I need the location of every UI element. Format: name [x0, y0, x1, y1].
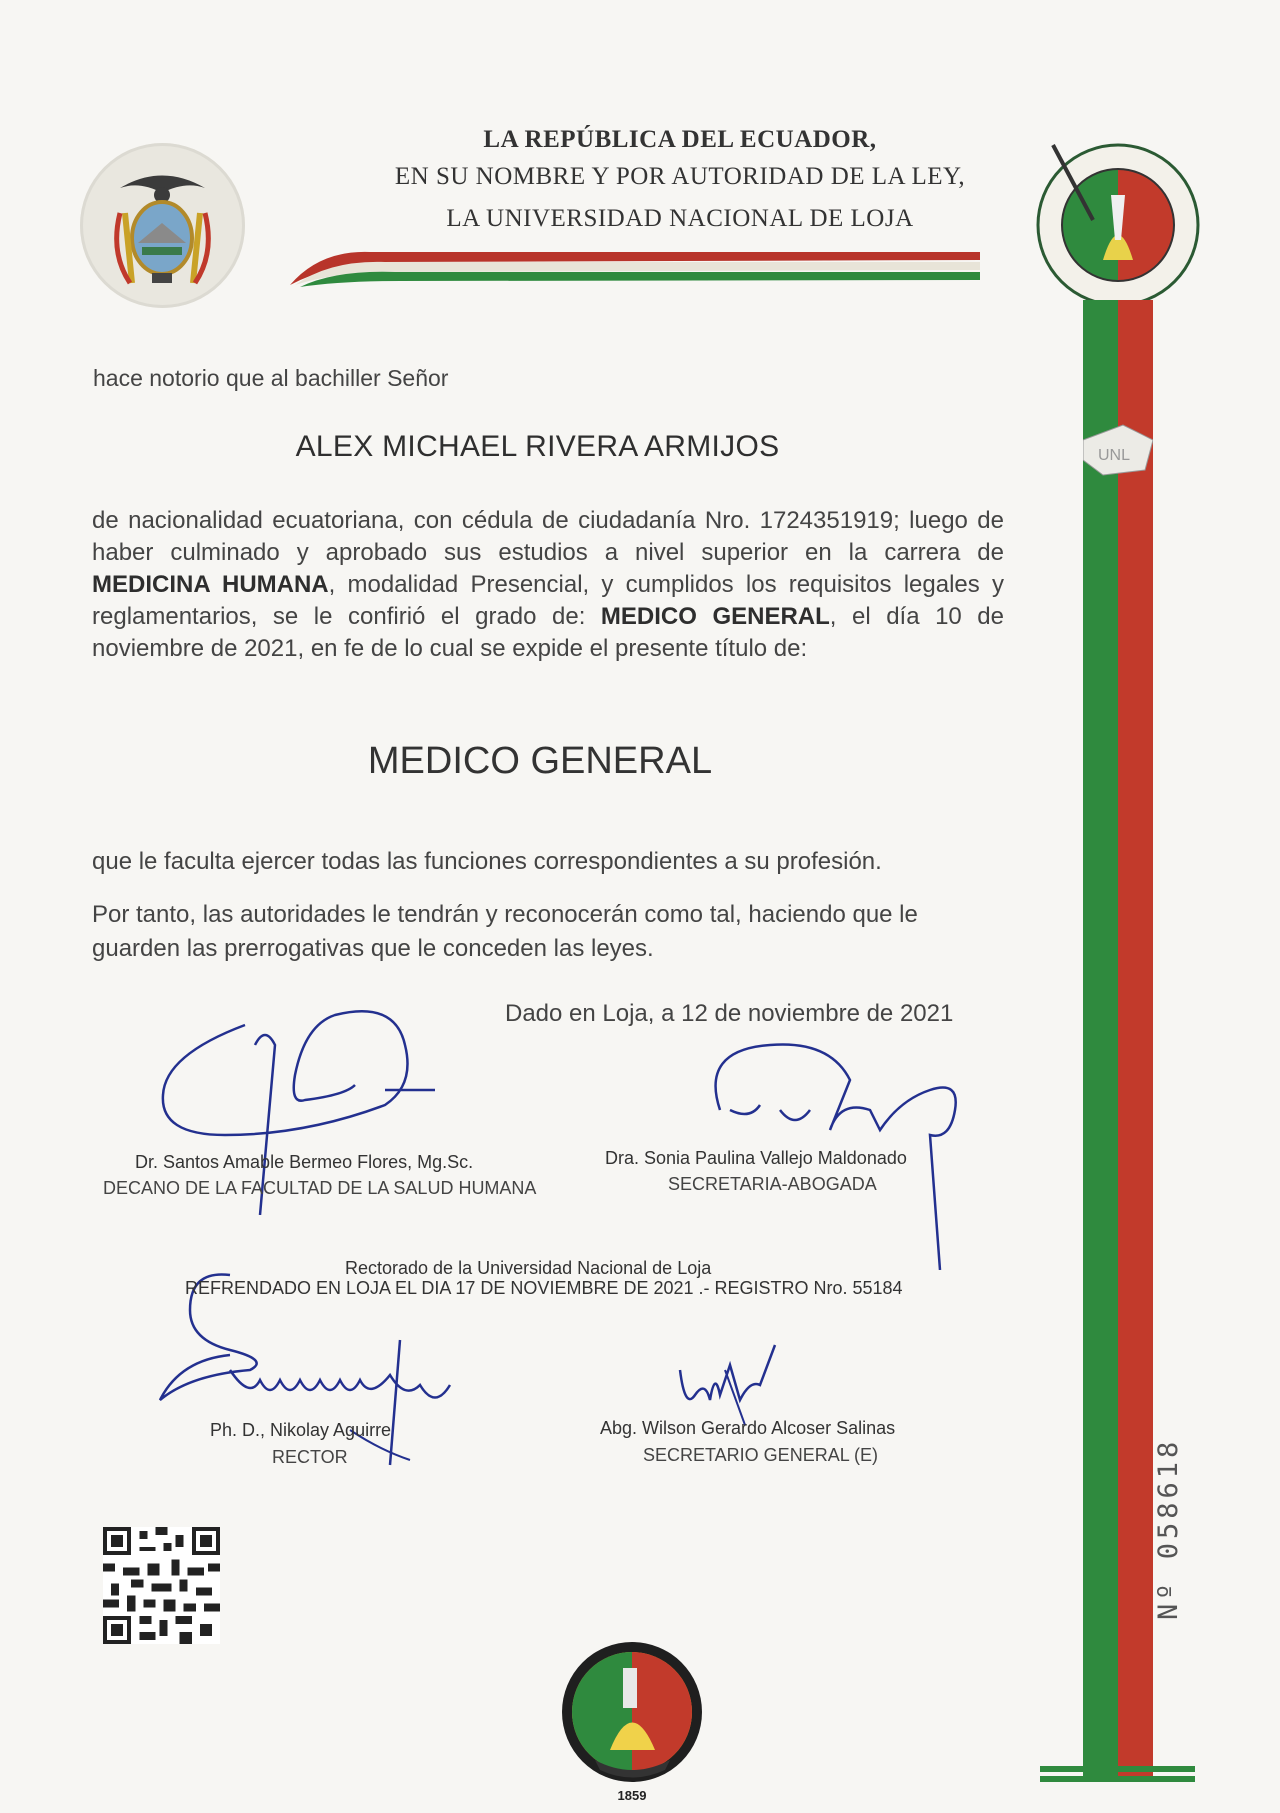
grade-name: MEDICO GENERAL [600, 603, 830, 630]
ecuador-coat-of-arms [80, 143, 245, 308]
faculta-text: que le faculta ejercer todas las funciones correspondientes a su profesión. [92, 848, 882, 875]
secretary-name: Dra. Sonia Paulina Vallejo Maldonado [605, 1148, 907, 1168]
paragraph-part-3: , el día 10 de noviembre de 2021, en fe de lo cual se expide el presente título de: [92, 603, 1005, 662]
bottom-seal-year: 1859 [617, 1788, 647, 1803]
secretary-role: SECRETARIA-ABOGADA [668, 1174, 877, 1194]
pillar-base [1040, 1762, 1195, 1784]
university-seal [1033, 140, 1203, 310]
general-secretary-name: Abg. Wilson Gerardo Alcoser Salinas [600, 1418, 896, 1438]
paragraph-part-2: , modalidad Presencial, y cumplidos los requisitos legales y reglamentarios, se le confirió el grado de: [92, 571, 1004, 630]
tricolor-ribbon [290, 240, 980, 290]
tricolor-pillar [1083, 300, 1153, 1780]
refrendo-line-1: Rectorado de la Universidad Nacional de Loja [345, 1258, 712, 1278]
dean-name: Dr. Santos Amable Bermeo Flores, Mg.Sc. [135, 1152, 474, 1172]
header-line-2: EN SU NOMBRE Y POR AUTORIDAD DE LA LEY, [394, 163, 966, 190]
degree-title: MEDICO GENERAL [367, 740, 713, 782]
career-name: MEDICINA HUMANA [92, 571, 329, 598]
serial-number-area [1145, 1365, 1205, 1625]
rector-name: Ph. D., Nikolay Aguirre [210, 1420, 392, 1440]
graduate-name: ALEX MICHAEL RIVERA ARMIJOS [295, 430, 780, 463]
serial-number: Nº 058618 [1153, 1437, 1184, 1620]
general-secretary-signature [670, 1340, 780, 1430]
header-line-1: LA REPÚBLICA DEL ECUADOR, [483, 126, 877, 153]
intro-text: hace notorio que al bachiller Señor [93, 365, 449, 391]
por-tanto-text: Por tanto, las autoridades le tendrán y reconocerán como tal, haciendo que le guarden las prerrogativas que le conceden las leyes. [92, 901, 918, 962]
rector-role: RECTOR [272, 1447, 348, 1467]
pillar-label: UNL [1098, 447, 1131, 464]
issue-date-text: Dado en Loja, a 12 de noviembre de 2021 [505, 1000, 954, 1027]
general-secretary-role: SECRETARIO GENERAL (E) [643, 1445, 879, 1465]
header-line-3: LA UNIVERSIDAD NACIONAL DE LOJA [446, 205, 914, 232]
qr-code[interactable] [103, 1527, 220, 1644]
refrendo-line-2: REFRENDADO EN LOJA EL DIA 17 DE NOVIEMBRE DE 2021 .- REGISTRO Nro. 55184 [185, 1278, 903, 1298]
main-paragraph [92, 505, 1004, 665]
dean-role: DECANO DE LA FACULTAD DE LA SALUD HUMANA [103, 1178, 537, 1198]
bottom-university-seal [555, 1640, 710, 1805]
paragraph-part-1: de nacionalidad ecuatoriana, con cédula de ciudadanía Nro. 1724351919; luego de haber culminado y aprobado sus estudios a nivel superior en la carrera de [92, 507, 1004, 566]
